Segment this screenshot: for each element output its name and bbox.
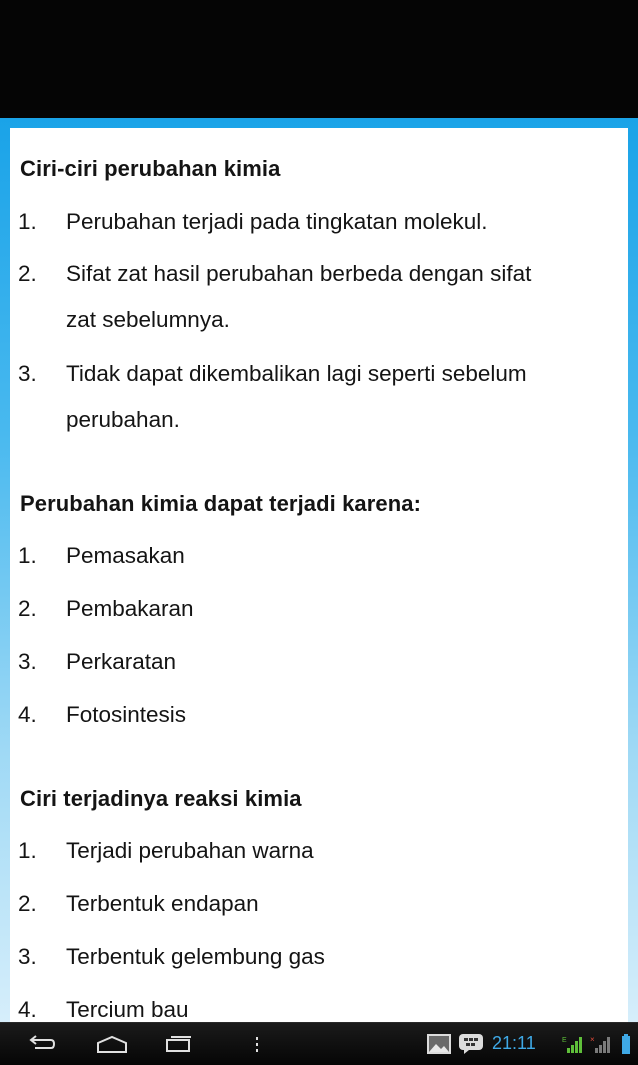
list-text-continued: zat sebelumnya. bbox=[66, 307, 230, 332]
slide-content-panel bbox=[10, 128, 628, 1022]
list-text: Tercium bau bbox=[66, 997, 189, 1022]
list-text: Pemasakan bbox=[66, 543, 185, 568]
list-number: 4. bbox=[18, 702, 37, 727]
list-number: 2. bbox=[18, 596, 37, 621]
list-number: 1. bbox=[18, 838, 37, 863]
menu-button[interactable] bbox=[242, 1023, 272, 1065]
bbm-notification-icon bbox=[458, 1033, 484, 1055]
gallery-notification[interactable] bbox=[424, 1023, 454, 1065]
list-text: Perkaratan bbox=[66, 649, 177, 674]
system-navigation-bar bbox=[0, 1022, 638, 1065]
list-number: 1. bbox=[18, 543, 37, 568]
svg-text:×: × bbox=[590, 1035, 595, 1044]
signal-indicator-1 bbox=[560, 1023, 586, 1065]
gallery-notification-icon bbox=[426, 1033, 452, 1055]
section-heading-ciri-reaksi-kimia: Ciri terjadinya reaksi kimia bbox=[20, 786, 302, 811]
section-heading-penyebab-perubahan-kimia: Perubahan kimia dapat terjadi karena: bbox=[20, 491, 422, 516]
battery-indicator bbox=[618, 1023, 634, 1065]
clock: 21:11 bbox=[492, 1033, 536, 1053]
list-text-continued: perubahan. bbox=[66, 407, 180, 432]
top-black-bar bbox=[0, 0, 638, 118]
list-text: Terjadi perubahan warna bbox=[66, 838, 314, 863]
slide-frame bbox=[0, 118, 638, 1022]
list-number: 1. bbox=[18, 209, 37, 234]
home-icon bbox=[95, 1034, 129, 1054]
list-number: 2. bbox=[18, 891, 37, 916]
list-number: 3. bbox=[18, 361, 37, 386]
list-text: Pembakaran bbox=[66, 596, 194, 621]
signal-indicator-2 bbox=[588, 1023, 614, 1065]
signal-icon bbox=[589, 1034, 613, 1054]
back-icon bbox=[27, 1034, 57, 1054]
list-text: Tidak dapat dikembalikan lagi seperti sebelum bbox=[66, 361, 527, 386]
list-text: Perubahan terjadi pada tingkatan molekul. bbox=[66, 209, 488, 234]
list-text: Sifat zat hasil perubahan berbeda dengan sifat bbox=[66, 261, 532, 286]
svg-text:E: E bbox=[562, 1037, 567, 1044]
recent-apps-icon bbox=[163, 1034, 193, 1054]
signal-icon bbox=[561, 1034, 585, 1054]
list-number: 4. bbox=[18, 997, 37, 1022]
list-text: Terbentuk endapan bbox=[66, 891, 259, 916]
home-button[interactable] bbox=[88, 1023, 136, 1065]
recent-apps-button[interactable] bbox=[154, 1023, 202, 1065]
list-number: 3. bbox=[18, 649, 37, 674]
list-text: Fotosintesis bbox=[66, 702, 187, 727]
back-button[interactable] bbox=[18, 1023, 66, 1065]
battery-icon bbox=[621, 1033, 631, 1055]
list-text: Terbentuk gelembung gas bbox=[66, 944, 325, 969]
bbm-notification[interactable] bbox=[456, 1023, 486, 1065]
list-number: 3. bbox=[18, 944, 37, 969]
list-number: 2. bbox=[18, 261, 37, 286]
section-heading-ciri-perubahan-kimia: Ciri-ciri perubahan kimia bbox=[20, 156, 281, 181]
menu-icon bbox=[254, 1034, 260, 1054]
